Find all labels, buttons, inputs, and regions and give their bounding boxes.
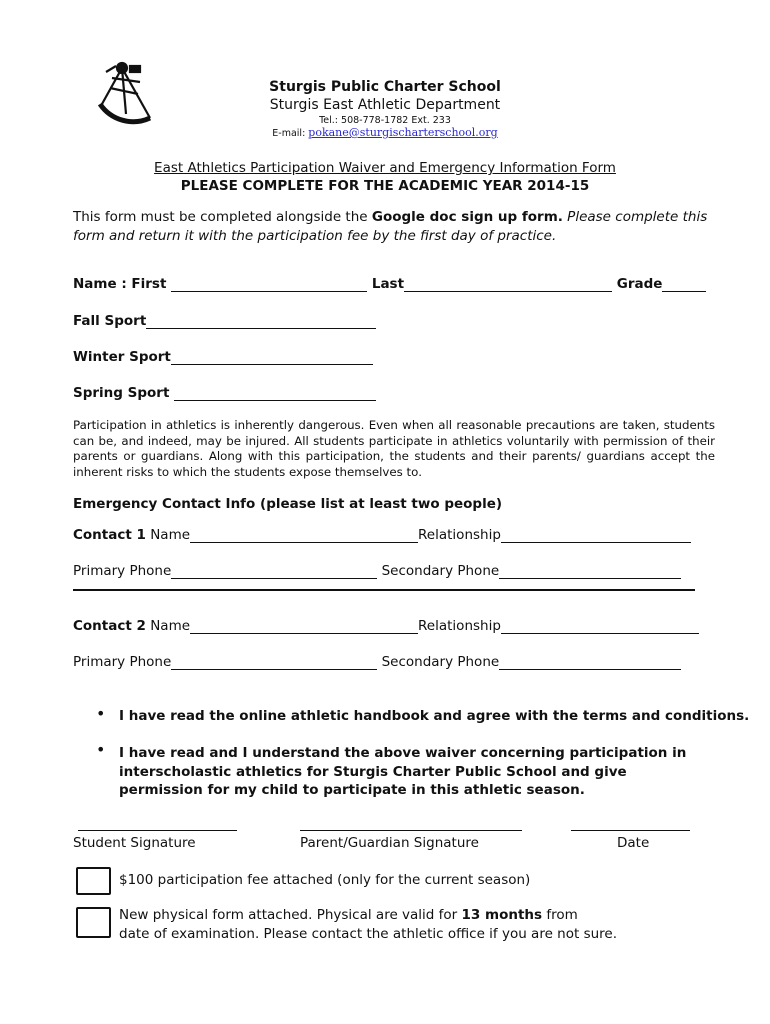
contact1-relationship-field[interactable]	[501, 528, 691, 543]
fall-sport-field[interactable]	[146, 314, 376, 329]
grade-field[interactable]	[662, 277, 706, 292]
contact1-label: Contact 1	[73, 527, 146, 543]
contact2-name-label: Name	[150, 618, 191, 634]
bullet-1: •	[96, 704, 106, 723]
physical-checkbox[interactable]	[76, 907, 111, 938]
agreement-handbook: I have read the online athletic handbook and agree with the terms and conditions.	[119, 708, 750, 724]
contact2-primary-phone-field[interactable]	[171, 655, 377, 670]
physical-label-line2: date of examination. Please contact the athletic office if you are not sure.	[119, 926, 618, 942]
last-name-field[interactable]	[404, 277, 612, 292]
first-name-field[interactable]	[171, 277, 367, 292]
spring-sport-field[interactable]	[174, 386, 376, 401]
contact2-name-field[interactable]	[190, 619, 418, 634]
physical-months: 13 months	[461, 907, 543, 923]
winter-sport-row	[73, 349, 373, 365]
contact2-relationship-field[interactable]	[501, 619, 699, 634]
contact1-row	[73, 527, 691, 543]
contact1-secondary-phone-field[interactable]	[499, 564, 681, 579]
winter-sport-label: Winter Sport	[73, 349, 171, 365]
contact1-name-field[interactable]	[190, 528, 418, 543]
email-link[interactable]: pokane@sturgischarterschool.org	[308, 126, 498, 139]
section-divider	[73, 589, 695, 591]
contact1-phone-row	[73, 563, 681, 579]
spring-sport-row	[73, 385, 376, 401]
parent-signature-label: Parent/Guardian Signature	[300, 835, 479, 851]
email-line	[0, 126, 770, 139]
grade-label: Grade	[616, 276, 663, 292]
intro-paragraph	[73, 208, 713, 246]
contact1-secondary-phone-label: Secondary Phone	[381, 563, 500, 579]
contact1-relationship-label: Relationship	[418, 527, 501, 543]
name-row	[73, 276, 706, 292]
contact2-row	[73, 618, 699, 634]
form-title: East Athletics Participation Waiver and Emergency Information Form	[154, 160, 616, 176]
intro-text: This form must be completed alongside the	[73, 209, 372, 225]
email-label: E-mail:	[272, 128, 309, 139]
contact1-primary-phone-label: Primary Phone	[73, 563, 172, 579]
waiver-paragraph: Participation in athletics is inherently dangerous. Even when all reasonable precautions are taken, students can be, and indeed, may be injured. All students participate in athletics voluntarily with permission of their parents or guardians. Along with this participation, the students and their parents/ guardians accept the inherent risks to which the students expose themselves to.	[73, 418, 715, 479]
bullet-2: •	[96, 740, 106, 759]
date-label: Date	[617, 835, 650, 851]
fee-checkbox[interactable]	[76, 867, 111, 895]
agreement-waiver: I have read and I understand the above waiver concerning participation in interscholastic athletics for Sturgis Charter Public School and give permission for my child to participate in this athletic season.	[119, 745, 687, 798]
student-signature-line[interactable]	[78, 830, 237, 831]
physical-text-end: from	[542, 907, 578, 923]
contact2-phone-row	[73, 654, 681, 670]
fall-sport-row	[73, 313, 376, 329]
emergency-heading: Emergency Contact Info (please list at least two people)	[73, 496, 503, 512]
fee-label: $100 participation fee attached (only for the current season)	[119, 872, 531, 888]
department-name: Sturgis East Athletic Department	[269, 97, 501, 113]
student-signature-label: Student Signature	[73, 835, 196, 851]
contact2-secondary-phone-label: Secondary Phone	[381, 654, 500, 670]
physical-text: New physical form attached. Physical are valid for	[119, 907, 462, 923]
school-name: Sturgis Public Charter School	[269, 79, 501, 95]
physical-label-line1	[119, 907, 578, 923]
form-subtitle: PLEASE COMPLETE FOR THE ACADEMIC YEAR 2014-15	[180, 178, 590, 194]
intro-italic-text: Please complete this form and return it with the participation fee by the first day of practice.	[73, 209, 708, 244]
fall-sport-label: Fall Sport	[73, 313, 147, 329]
contact2-relationship-label: Relationship	[418, 618, 501, 634]
spring-sport-label: Spring Sport	[73, 385, 170, 401]
date-line[interactable]	[571, 830, 690, 831]
last-name-label: Last	[371, 276, 405, 292]
contact2-primary-phone-label: Primary Phone	[73, 654, 172, 670]
contact2-label: Contact 2	[73, 618, 146, 634]
parent-signature-line[interactable]	[300, 830, 522, 831]
first-name-label: Name : First	[73, 276, 167, 292]
contact1-name-label: Name	[150, 527, 191, 543]
contact1-primary-phone-field[interactable]	[171, 564, 377, 579]
intro-bold-text: Google doc sign up form.	[371, 209, 563, 225]
contact2-secondary-phone-field[interactable]	[499, 655, 681, 670]
telephone: Tel.: 508-778-1782 Ext. 233	[319, 115, 451, 126]
winter-sport-field[interactable]	[171, 350, 373, 365]
